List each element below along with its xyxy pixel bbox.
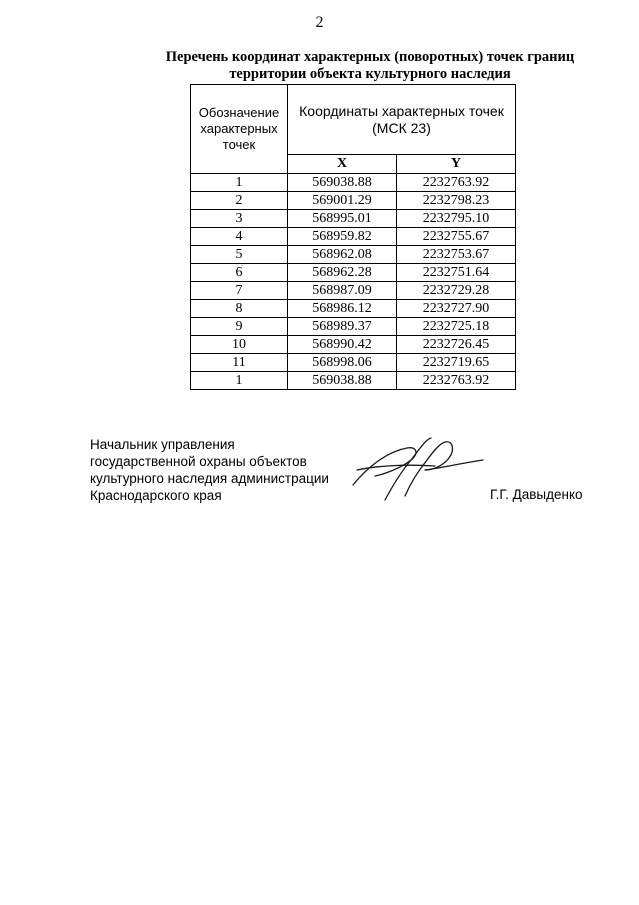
table-row xyxy=(191,246,516,264)
signer-position-line-2: государственной охраны объектов xyxy=(90,454,307,469)
header-x: X xyxy=(288,155,397,174)
x-cell: 569038.88 xyxy=(288,174,397,192)
y-cell: 2232753.67 xyxy=(397,246,516,264)
x-cell: 568995.01 xyxy=(288,210,397,228)
y-cell: 2232763.92 xyxy=(397,372,516,390)
table-row xyxy=(191,174,516,192)
table-row xyxy=(191,282,516,300)
signer-name: Г.Г. Давыденко xyxy=(490,487,583,502)
header-coordinates: Координаты характерных точек (МСК 23) xyxy=(288,85,516,155)
point-cell: 2 xyxy=(191,192,288,210)
x-cell: 569001.29 xyxy=(288,192,397,210)
x-cell: 569038.88 xyxy=(288,372,397,390)
table-row xyxy=(191,228,516,246)
title-line-2: территории объекта культурного наследия xyxy=(229,66,511,82)
table-row xyxy=(191,300,516,318)
title-line-1: Перечень координат характерных (поворотных) точек границ xyxy=(165,49,575,65)
y-cell: 2232719.65 xyxy=(397,354,516,372)
table-row xyxy=(191,318,516,336)
page-number: 2 xyxy=(315,14,324,31)
document-title xyxy=(140,49,600,83)
y-cell: 2232755.67 xyxy=(397,228,516,246)
signer-position-line-3: культурного наследия администрации xyxy=(90,471,329,486)
y-cell: 2232727.90 xyxy=(397,300,516,318)
table-row xyxy=(191,210,516,228)
point-cell: 1 xyxy=(191,372,288,390)
point-cell: 10 xyxy=(191,336,288,354)
x-cell: 568987.09 xyxy=(288,282,397,300)
handwritten-signature-icon xyxy=(345,430,495,505)
x-cell: 568990.42 xyxy=(288,336,397,354)
y-cell: 2232795.10 xyxy=(397,210,516,228)
table-row xyxy=(191,372,516,390)
signer-position-line-4: Краснодарского края xyxy=(90,488,222,503)
y-cell: 2232763.92 xyxy=(397,174,516,192)
table-row xyxy=(191,264,516,282)
point-cell: 6 xyxy=(191,264,288,282)
y-cell: 2232725.18 xyxy=(397,318,516,336)
point-cell: 4 xyxy=(191,228,288,246)
coordinates-table-body xyxy=(191,174,516,390)
point-cell: 8 xyxy=(191,300,288,318)
y-cell: 2232726.45 xyxy=(397,336,516,354)
x-cell: 568989.37 xyxy=(288,318,397,336)
y-cell: 2232751.64 xyxy=(397,264,516,282)
x-cell: 568959.82 xyxy=(288,228,397,246)
table-row xyxy=(191,336,516,354)
x-cell: 568986.12 xyxy=(288,300,397,318)
y-cell: 2232798.23 xyxy=(397,192,516,210)
point-cell: 7 xyxy=(191,282,288,300)
table-row xyxy=(191,192,516,210)
header-point-label: Обозначение характерных точек xyxy=(191,85,288,174)
header-y: Y xyxy=(397,155,516,174)
point-cell: 9 xyxy=(191,318,288,336)
point-cell: 11 xyxy=(191,354,288,372)
x-cell: 568962.08 xyxy=(288,246,397,264)
y-cell: 2232729.28 xyxy=(397,282,516,300)
point-cell: 5 xyxy=(191,246,288,264)
x-cell: 568962.28 xyxy=(288,264,397,282)
signer-position-line-1: Начальник управления xyxy=(90,437,235,452)
x-cell: 568998.06 xyxy=(288,354,397,372)
signer-position xyxy=(90,436,350,504)
coordinates-table xyxy=(190,84,516,390)
point-cell: 1 xyxy=(191,174,288,192)
point-cell: 3 xyxy=(191,210,288,228)
table-row xyxy=(191,354,516,372)
